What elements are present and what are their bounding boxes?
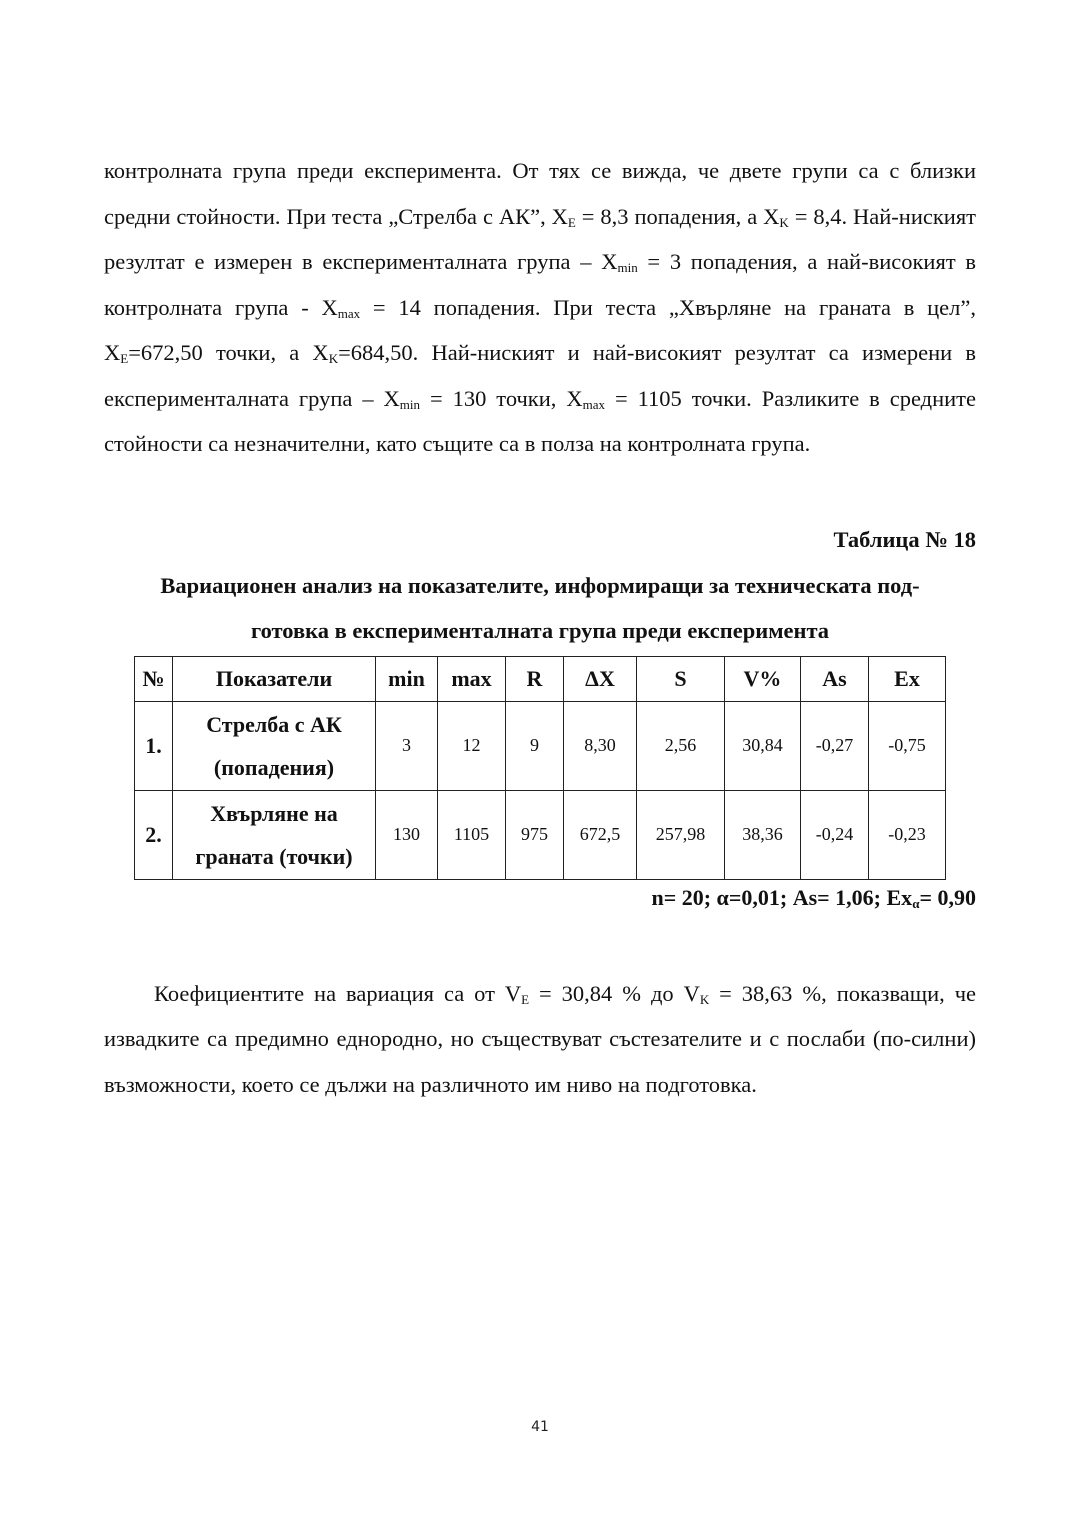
table-number: Таблица № 18 <box>833 526 976 552</box>
row-indicator <box>173 701 376 790</box>
cell-min: 3 <box>376 701 438 790</box>
header-cell-range: R <box>506 656 564 701</box>
header-cell-mean: ΔX <box>564 656 637 701</box>
table-statistics-note <box>104 883 976 913</box>
subscript: K <box>328 351 339 366</box>
row-indicator-line: (попадения) <box>213 754 335 780</box>
header-cell-indicators: Показатели <box>173 656 376 701</box>
subscript: E <box>567 214 576 230</box>
intro-text: = 14 попадения. При теста „Хвърляне на граната в цел”, X <box>104 294 977 365</box>
intro-text: = 1105 точки. Разликите в средните стойности са незначителни, като същите са в полза на контролната група. <box>104 385 976 456</box>
header-cell-variation: V% <box>725 656 801 701</box>
header-cell-std: S <box>637 656 725 701</box>
conclusion-text: = 38,63 %, показващи, че извадките са предимно еднородно, но съществуват състезателите и с послаби (по-силни) възможности, което се дължи на различното им ниво на подготовка. <box>104 980 976 1097</box>
statistics-text: = 0,90 <box>919 884 976 910</box>
intro-paragraph <box>104 148 976 467</box>
row-indicator-line: Стрелба с АК <box>206 711 342 737</box>
statistics-text: n= 20; α=0,01; As= 1,06; Ex <box>651 884 913 910</box>
cell-asymmetry: -0,24 <box>801 790 869 879</box>
page-number: 41 <box>531 1419 549 1435</box>
header-cell-excess: Ex <box>869 656 946 701</box>
cell-variation: 38,36 <box>725 790 801 879</box>
cell-asymmetry: -0,27 <box>801 701 869 790</box>
cell-excess: -0,23 <box>869 790 946 879</box>
document-page <box>104 148 976 1107</box>
subscript: E <box>521 991 530 1007</box>
header-cell-max: max <box>438 656 506 701</box>
cell-min: 130 <box>376 790 438 879</box>
intro-text: =672,50 точки, а X <box>128 340 329 365</box>
intro-text: = 8,3 попадения, а X <box>575 203 780 229</box>
subscript: K <box>699 991 710 1007</box>
conclusion-paragraph <box>104 971 976 1108</box>
conclusion-text: = 30,84 % до V <box>529 980 700 1006</box>
row-indicator <box>173 790 376 879</box>
subscript: min <box>399 396 421 412</box>
subscript: α <box>912 895 920 911</box>
row-indicator-line: граната (точки) <box>195 843 353 869</box>
cell-max: 12 <box>438 701 506 790</box>
subscript: K <box>779 214 789 230</box>
table-title-line-2: готовка в експерименталната група преди експеримента <box>250 617 830 643</box>
row-index: 1. <box>135 701 173 790</box>
table-title-line-1: Вариационен анализ на показателите, информиращи за техническата под- <box>160 572 920 598</box>
intro-text: =684,50. Най-ниският и най-високият резултат са измерени в експерименталната група – X <box>104 340 977 411</box>
subscript: max <box>582 396 605 412</box>
variation-analysis-table <box>134 656 946 880</box>
header-cell-min: min <box>376 656 438 701</box>
row-index: 2. <box>135 790 173 879</box>
intro-text: = 8,4. Най-ниският резултат е измерен в експерименталната група – X <box>104 203 977 274</box>
conclusion-text: Коефициентите на вариация са от V <box>154 980 522 1006</box>
cell-std: 257,98 <box>637 790 725 879</box>
table-header-row <box>135 656 946 701</box>
subscript: min <box>617 260 638 275</box>
subscript: E <box>120 351 129 366</box>
cell-mean: 672,5 <box>564 790 637 879</box>
header-cell-number: № <box>135 656 173 701</box>
table-title <box>104 563 976 653</box>
cell-range: 9 <box>506 701 564 790</box>
cell-range: 975 <box>506 790 564 879</box>
intro-text: = 3 попадения, а най-високият в контролната група - X <box>104 249 976 320</box>
table-row <box>135 790 946 879</box>
cell-variation: 30,84 <box>725 701 801 790</box>
cell-mean: 8,30 <box>564 701 637 790</box>
cell-excess: -0,75 <box>869 701 946 790</box>
cell-std: 2,56 <box>637 701 725 790</box>
row-indicator-line: Хвърляне на <box>210 800 338 826</box>
table-row <box>135 701 946 790</box>
cell-max: 1105 <box>438 790 506 879</box>
subscript: max <box>337 305 361 321</box>
header-cell-asymmetry: As <box>801 656 869 701</box>
intro-text: = 130 точки, X <box>420 385 583 411</box>
intro-text: контролната група преди експеримента. От тях се вижда, че двете групи са с близки средни стойности. При теста „Стрелба с АК”, X <box>104 158 976 229</box>
